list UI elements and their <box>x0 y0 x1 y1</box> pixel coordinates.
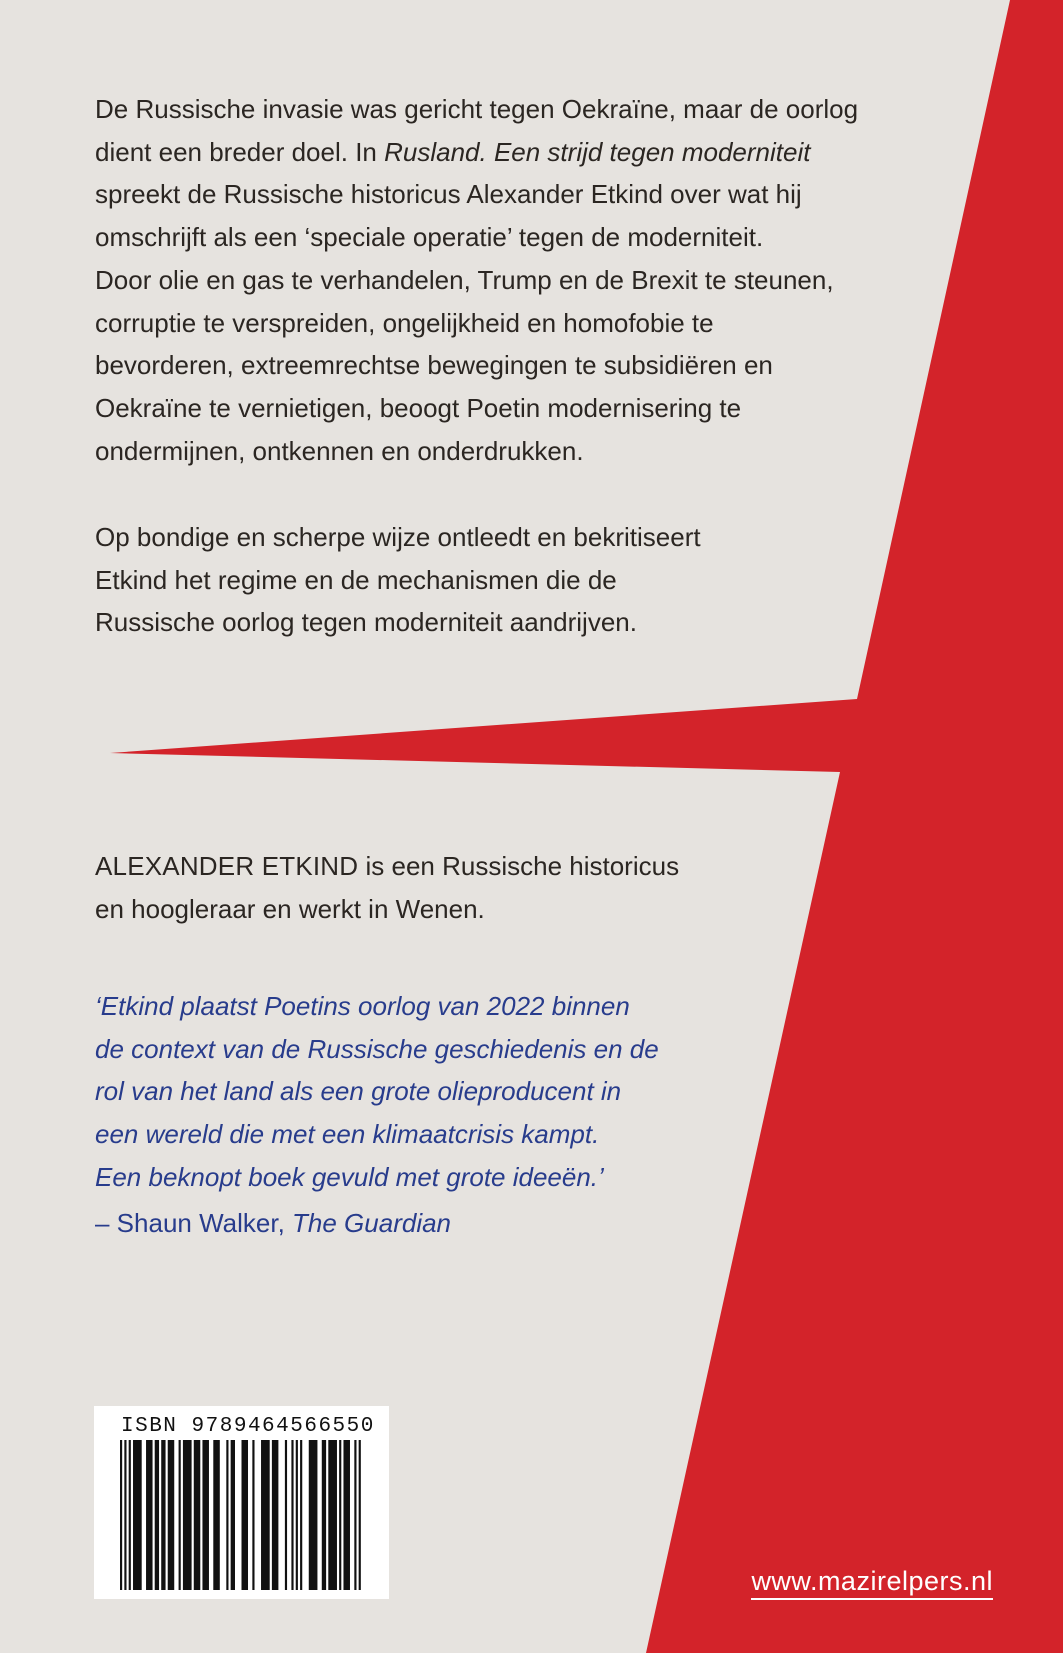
description-line: Oekraïne te vernietigen, beoogt Poetin modernisering te <box>95 392 742 423</box>
barcode-bar <box>183 1440 192 1590</box>
isbn-number: 9789464566550 <box>191 1415 375 1438</box>
barcode-bar <box>285 1440 287 1590</box>
attribution-source: The Guardian <box>292 1208 452 1238</box>
barcode-bar <box>120 1440 122 1590</box>
barcode-bar <box>242 1440 249 1590</box>
barcode-bar <box>300 1440 302 1590</box>
barcode-bar <box>359 1440 361 1590</box>
attribution-author: – Shaun Walker, <box>95 1208 293 1238</box>
description-line: omschrijft als een ‘speciale operatie’ tegen de moderniteit. <box>95 222 764 253</box>
description-line: Etkind het regime en de mechanismen die de <box>95 564 617 595</box>
description-paragraph-2 <box>95 516 835 644</box>
description-paragraph-1 <box>95 88 955 472</box>
barcode-bar <box>261 1440 270 1590</box>
review-attribution <box>95 1202 451 1245</box>
barcode-bar <box>322 1440 326 1590</box>
review-quote <box>95 985 755 1199</box>
barcode-bar <box>168 1440 175 1590</box>
quote-line: de context van de Russische geschiedenis en de <box>95 1033 659 1064</box>
barcode-bar <box>226 1440 228 1590</box>
description-line: Door olie en gas te verhandelen, Trump en de Brexit te steunen, <box>95 264 834 295</box>
barcode-bars <box>120 1440 363 1590</box>
book-title: Rusland. Een strijd tegen moderniteit <box>384 136 811 167</box>
quote-line: een wereld die met een klimaatcrisis kampt. <box>95 1119 600 1150</box>
barcode-bar <box>272 1440 279 1590</box>
barcode-bar <box>161 1440 165 1590</box>
barcode-bar <box>252 1440 254 1590</box>
isbn-label: ISBN <box>121 1415 178 1438</box>
barcode-bar <box>354 1440 356 1590</box>
barcode-bar <box>155 1440 159 1590</box>
description-line: ondermijnen, ontkennen en onderdrukken. <box>95 435 584 466</box>
barcode-bar <box>328 1440 337 1590</box>
description-line: Op bondige en scherpe wijze ontleedt en bekritiseert <box>95 522 701 552</box>
publisher-website-link[interactable]: www.mazirelpers.nl <box>751 1566 993 1600</box>
barcode-bar <box>146 1440 153 1590</box>
description-line: spreekt de Russische historicus Alexander Etkind over wat hij <box>95 179 802 210</box>
quote-line: rol van het land als een grote olieproducent in <box>95 1076 622 1107</box>
barcode-bar <box>202 1440 209 1590</box>
description-line: De Russische invasie was gericht tegen Oekraïne, maar de oorlog <box>95 94 859 124</box>
author-bio-line: en hoogleraar en werkt in Wenen. <box>95 893 485 924</box>
barcode-bar <box>124 1440 126 1590</box>
quote-line: ‘Etkind plaatst Poetins oorlog van 2022 binnen <box>95 991 630 1021</box>
barcode-bar <box>133 1440 142 1590</box>
barcode-bar <box>296 1440 298 1590</box>
author-name: ALEXANDER ETKIND <box>95 851 359 881</box>
barcode-bar <box>179 1440 181 1590</box>
barcode-bar <box>129 1440 131 1590</box>
barcode-bar <box>343 1440 350 1590</box>
description-line: Russische oorlog tegen moderniteit aandrijven. <box>95 607 637 638</box>
barcode-bar <box>291 1440 293 1590</box>
barcode-bar <box>309 1440 318 1590</box>
barcode-bar <box>339 1440 341 1590</box>
barcode-bar <box>231 1440 235 1590</box>
description-line: bevorderen, extreemrechtse bewegingen te subsidiëren en <box>95 350 773 381</box>
isbn-barcode <box>94 1406 389 1599</box>
author-bio-line: is een Russische historicus <box>358 851 680 881</box>
author-bio <box>95 845 755 930</box>
quote-line: Een beknopt boek gevuld met grote ideeën.’ <box>95 1161 604 1192</box>
isbn-text <box>121 1415 375 1438</box>
description-line: dient een breder doel. In <box>95 136 385 167</box>
barcode-bar <box>213 1440 220 1590</box>
description-line: corruptie te verspreiden, ongelijkheid en homofobie te <box>95 307 714 338</box>
barcode-bar <box>194 1440 201 1590</box>
